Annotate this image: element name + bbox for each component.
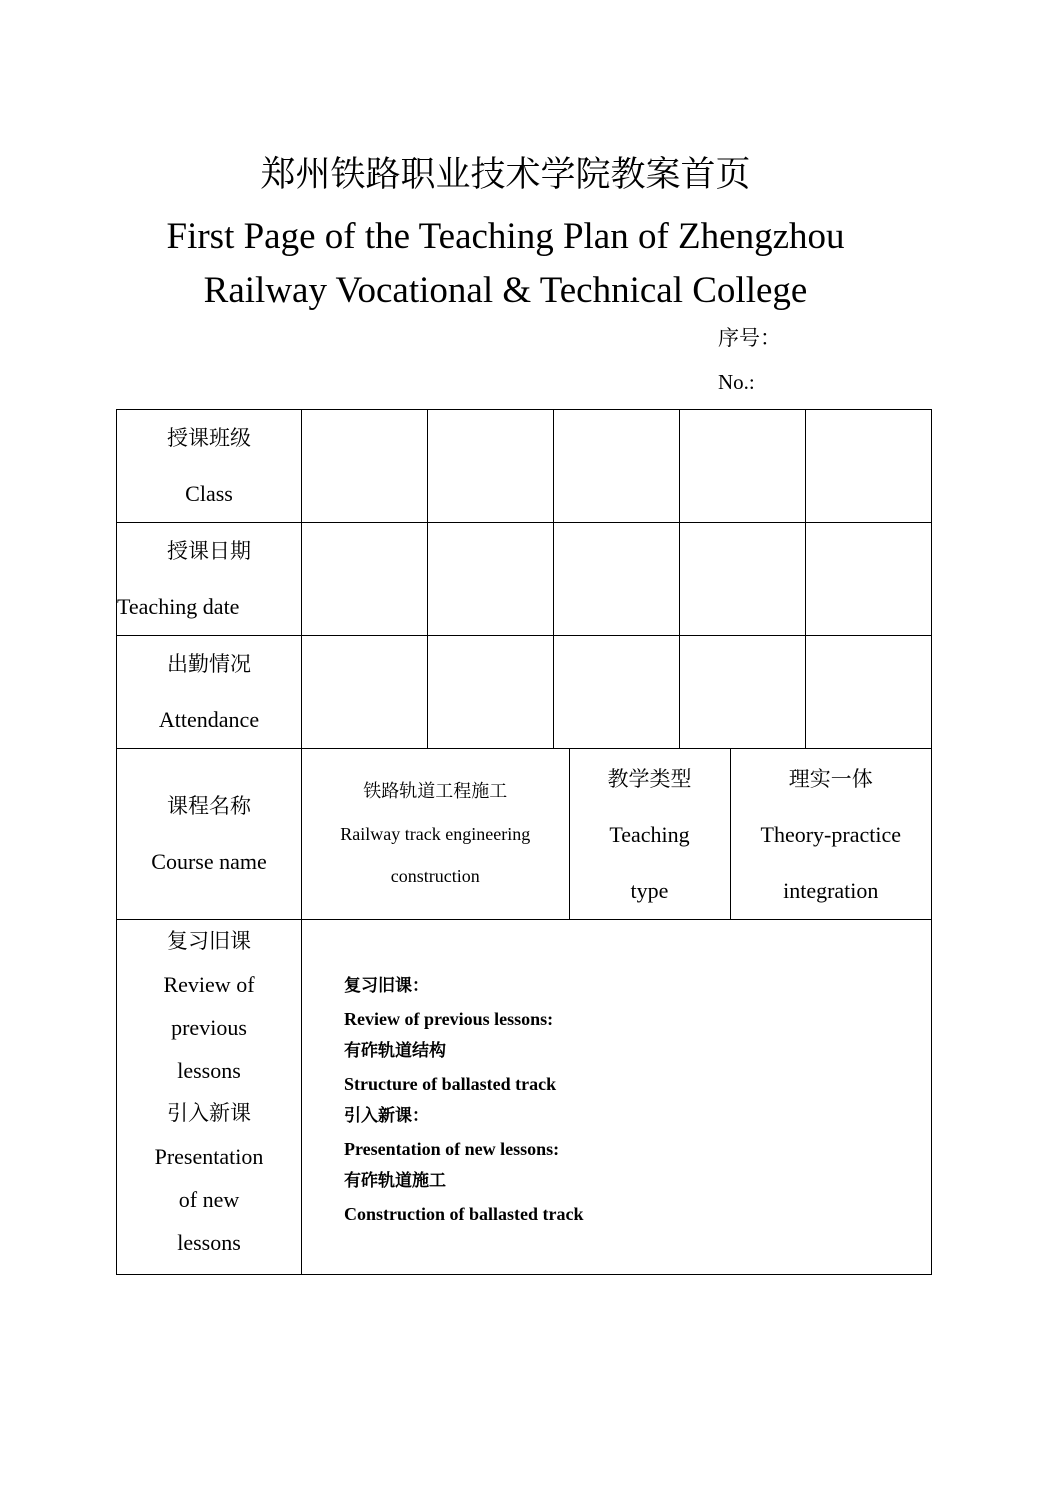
- class-label-en: Class: [185, 481, 233, 506]
- attendance-cell[interactable]: [680, 636, 806, 749]
- date-label-cn: 授课日期: [167, 539, 251, 563]
- review-label-en2a: Presentation: [154, 1144, 264, 1169]
- class-cell[interactable]: [554, 410, 680, 523]
- review-content-line: 复习旧课：: [344, 976, 429, 996]
- course-details: [302, 749, 932, 920]
- review-content-line: Presentation of new lessons:: [344, 1138, 560, 1159]
- attendance-cell[interactable]: [806, 636, 932, 749]
- teaching-type-value: [730, 749, 931, 919]
- course-name-cn: 铁路轨道工程施工: [363, 781, 508, 802]
- course-row: [117, 749, 932, 920]
- class-row: [117, 410, 932, 523]
- review-label-en1b: previous: [171, 1015, 247, 1040]
- review-label-cn1: 复习旧课: [167, 929, 251, 953]
- date-row: [117, 523, 932, 636]
- course-name-en-line2: construction: [390, 866, 480, 886]
- review-label: [117, 920, 302, 1275]
- class-cell[interactable]: [680, 410, 806, 523]
- review-label-en1c: lessons: [177, 1058, 241, 1083]
- review-content-line: 有砟轨道结构: [344, 1041, 446, 1061]
- serial-label-en: No.:: [718, 370, 755, 394]
- attendance-cell[interactable]: [554, 636, 680, 749]
- date-cell[interactable]: [428, 523, 554, 636]
- page-title-en-line1: First Page of the Teaching Plan of Zhengzhou: [166, 216, 845, 257]
- review-label-en1a: Review of: [163, 972, 255, 997]
- teaching-type-value-en2: integration: [783, 878, 879, 903]
- date-label: [117, 523, 302, 636]
- course-name-value: [302, 749, 569, 919]
- course-label: [117, 749, 302, 920]
- class-cell[interactable]: [302, 410, 428, 523]
- attendance-label-cn: 出勤情况: [167, 652, 251, 676]
- date-cell[interactable]: [680, 523, 806, 636]
- teaching-type-label: [569, 749, 730, 919]
- teaching-type-label-en2: type: [630, 878, 669, 903]
- class-cell[interactable]: [428, 410, 554, 523]
- date-cell[interactable]: [554, 523, 680, 636]
- review-content[interactable]: [302, 920, 932, 1275]
- date-cell[interactable]: [806, 523, 932, 636]
- date-label-en: Teaching date: [117, 594, 240, 619]
- course-name-en-line1: Railway track engineering: [340, 824, 531, 844]
- review-content-line: Structure of ballasted track: [344, 1073, 557, 1094]
- course-label-en: Course name: [151, 849, 267, 874]
- course-label-cn: 课程名称: [167, 794, 251, 818]
- teaching-type-label-cn: 教学类型: [607, 767, 692, 791]
- date-cell[interactable]: [302, 523, 428, 636]
- teaching-type-label-en1: Teaching: [609, 822, 690, 847]
- attendance-label: [117, 636, 302, 749]
- review-content-line: Review of previous lessons:: [344, 1008, 554, 1029]
- attendance-label-en: Attendance: [158, 707, 260, 732]
- class-label: [117, 410, 302, 523]
- teaching-plan-table: [116, 409, 932, 1275]
- attendance-cell[interactable]: [302, 636, 428, 749]
- teaching-type-value-en1: Theory-practice: [760, 822, 901, 847]
- review-label-en2b: of new: [178, 1187, 240, 1212]
- review-label-cn2: 引入新课: [167, 1101, 251, 1125]
- review-row: [117, 920, 932, 1275]
- class-cell[interactable]: [806, 410, 932, 523]
- page-title-en-line2: Railway Vocational & Technical College: [203, 270, 808, 311]
- review-content-line: 有砟轨道施工: [344, 1171, 446, 1191]
- teaching-type-value-cn: 理实一体: [788, 767, 873, 791]
- class-label-cn: 授课班级: [167, 426, 251, 450]
- review-content-line: Construction of ballasted track: [344, 1203, 584, 1224]
- review-content-lines: [344, 970, 931, 1230]
- attendance-cell[interactable]: [428, 636, 554, 749]
- page-title-cn: 郑州铁路职业技术学院教案首页: [260, 155, 751, 195]
- course-inner-table: [302, 749, 931, 919]
- attendance-row: [117, 636, 932, 749]
- review-label-en2c: lessons: [177, 1230, 241, 1255]
- review-content-line: 引入新课：: [344, 1106, 429, 1126]
- serial-label-cn: 序号：: [718, 326, 781, 350]
